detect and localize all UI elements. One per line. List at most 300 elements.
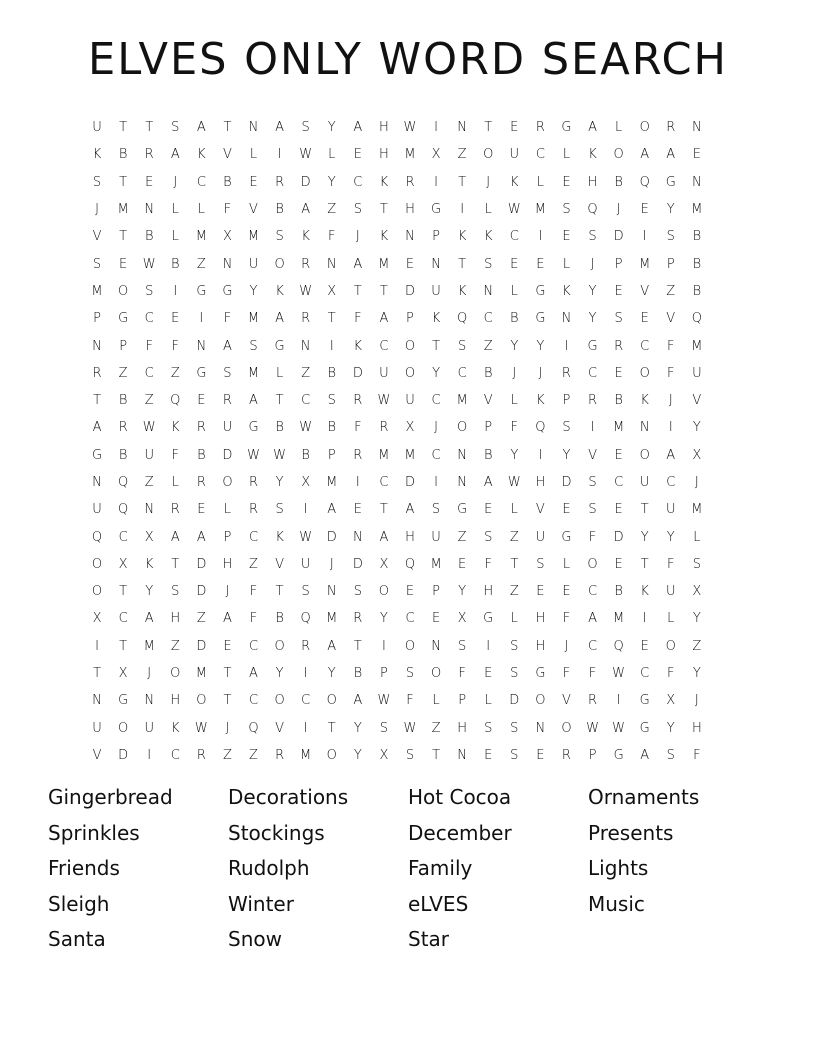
- grid-letter: V: [535, 502, 545, 518]
- grid-letter: B: [144, 229, 154, 245]
- grid-letter: T: [510, 556, 519, 572]
- grid-letter: T: [119, 584, 128, 600]
- grid-letter: O: [274, 693, 285, 709]
- grid-letter: L: [197, 202, 205, 218]
- grid-letter: K: [171, 720, 180, 736]
- grid-letter: A: [379, 529, 389, 545]
- grid-letter: S: [588, 475, 597, 490]
- grid-letter: C: [248, 638, 259, 654]
- grid-letter: I: [642, 229, 647, 245]
- grid-letter: Y: [666, 529, 675, 545]
- grid-letter: W: [403, 120, 417, 136]
- grid-letter: V: [92, 747, 102, 763]
- grid-letter: A: [144, 611, 154, 627]
- grid-letter: K: [588, 147, 597, 163]
- grid-letter: S: [458, 638, 467, 654]
- grid-letter: U: [535, 529, 546, 545]
- grid-letter: I: [616, 693, 621, 709]
- grid-row: [84, 715, 736, 742]
- grid-letter: V: [483, 393, 493, 409]
- grid-letter: O: [404, 365, 416, 381]
- grid-letter: Y: [562, 447, 571, 463]
- grid-letter: R: [248, 502, 259, 518]
- grid-letter: N: [92, 693, 102, 709]
- grid-letter: N: [483, 283, 494, 299]
- grid-row: [84, 305, 736, 332]
- grid-letter: R: [353, 447, 363, 463]
- grid-letter: F: [145, 338, 153, 354]
- grid-letter: T: [119, 229, 128, 245]
- grid-letter: V: [275, 556, 285, 572]
- grid-letter: I: [590, 420, 595, 436]
- grid-letter: L: [510, 611, 518, 627]
- grid-letter: F: [354, 420, 362, 436]
- grid-letter: W: [299, 529, 313, 545]
- grid-letter: A: [249, 393, 258, 409]
- grid-letter: T: [223, 693, 232, 709]
- grid-letter: S: [484, 256, 493, 272]
- grid-letter: N: [92, 338, 102, 354]
- grid-letter: M: [378, 256, 390, 272]
- grid-letter: A: [588, 120, 597, 136]
- grid-letter: O: [274, 256, 285, 272]
- grid-letter: E: [536, 584, 545, 600]
- grid-letter: E: [484, 502, 493, 518]
- grid-letter: K: [275, 529, 284, 545]
- grid-letter: Y: [692, 666, 701, 682]
- grid-letter: E: [640, 638, 649, 654]
- grid-letter: V: [561, 693, 571, 709]
- grid-letter: R: [353, 611, 363, 627]
- grid-letter: B: [118, 393, 128, 409]
- grid-letter: O: [535, 693, 546, 709]
- grid-letter: K: [144, 556, 154, 572]
- grid-letter: C: [196, 174, 206, 190]
- grid-letter: K: [640, 393, 649, 409]
- grid-letter: H: [222, 556, 233, 572]
- grid-letter: J: [668, 393, 673, 409]
- grid-letter: U: [431, 529, 441, 545]
- grid-letter: V: [222, 147, 232, 163]
- word-item: Lights: [588, 856, 649, 880]
- grid-letter: Y: [353, 720, 362, 736]
- grid-row: [84, 469, 736, 496]
- grid-letter: T: [379, 283, 388, 299]
- grid-letter: P: [223, 529, 232, 545]
- grid-letter: L: [510, 502, 518, 518]
- grid-letter: S: [588, 229, 597, 245]
- grid-letter: U: [666, 584, 676, 600]
- grid-letter: E: [562, 584, 571, 600]
- word-list-column-1: [48, 780, 228, 958]
- grid-letter: L: [562, 147, 571, 163]
- grid-letter: B: [483, 365, 493, 381]
- grid-letter: H: [535, 638, 546, 654]
- grid-letter: T: [379, 202, 388, 218]
- grid-letter: U: [431, 283, 441, 299]
- grid-letter: X: [118, 666, 128, 682]
- grid-letter: F: [328, 229, 336, 245]
- grid-letter: Z: [431, 720, 441, 736]
- grid-letter: N: [691, 120, 702, 136]
- grid-letter: Z: [483, 338, 493, 354]
- grid-letter: N: [92, 475, 102, 490]
- grid-row: [84, 605, 736, 632]
- grid-letter: S: [614, 311, 623, 327]
- grid-letter: L: [510, 283, 518, 299]
- grid-letter: C: [640, 338, 650, 354]
- word-item: December: [408, 820, 512, 845]
- grid-letter: L: [484, 693, 492, 709]
- grid-letter: A: [640, 147, 650, 163]
- grid-letter: T: [353, 638, 362, 654]
- grid-letter: O: [561, 720, 572, 736]
- grid-row: [84, 223, 736, 250]
- grid-letter: G: [274, 338, 285, 354]
- grid-letter: M: [91, 283, 103, 299]
- grid-letter: K: [275, 283, 284, 299]
- grid-letter: Q: [404, 556, 416, 572]
- grid-letter: N: [248, 120, 259, 136]
- grid-row: [84, 633, 736, 660]
- grid-letter: C: [248, 529, 259, 545]
- grid-letter: R: [118, 420, 128, 436]
- word-list-column-3: [408, 780, 588, 958]
- grid-row: [84, 360, 736, 387]
- grid-letter: U: [222, 420, 233, 436]
- grid-letter: Y: [145, 584, 154, 600]
- grid-letter: K: [301, 229, 310, 245]
- grid-letter: L: [171, 229, 179, 245]
- grid-letter: C: [587, 584, 598, 600]
- grid-letter: L: [171, 475, 179, 490]
- grid-letter: T: [223, 666, 232, 682]
- grid-letter: Y: [692, 611, 701, 627]
- grid-letter: G: [639, 720, 650, 736]
- grid-letter: Z: [457, 147, 467, 163]
- grid-letter: K: [562, 283, 571, 299]
- grid-letter: N: [405, 229, 415, 245]
- grid-letter: W: [142, 420, 156, 436]
- grid-letter: B: [692, 283, 702, 299]
- grid-letter: J: [173, 174, 178, 190]
- grid-letter: B: [223, 174, 232, 190]
- grid-letter: J: [225, 720, 230, 736]
- grid-letter: D: [352, 556, 363, 572]
- grid-letter: U: [92, 720, 102, 736]
- grid-letter: W: [586, 720, 599, 736]
- grid-letter: X: [666, 693, 676, 709]
- grid-letter: S: [431, 502, 441, 518]
- grid-letter: C: [509, 229, 519, 245]
- grid-letter: F: [354, 311, 362, 327]
- grid-letter: A: [353, 256, 363, 272]
- grid-letter: S: [562, 202, 571, 218]
- grid-letter: D: [352, 365, 363, 381]
- grid-letter: Y: [666, 202, 675, 218]
- grid-letter: C: [614, 475, 624, 490]
- grid-letter: E: [614, 365, 623, 381]
- grid-letter: C: [587, 365, 598, 381]
- grid-letter: I: [303, 502, 308, 518]
- word-item: Friends: [48, 856, 120, 880]
- grid-letter: K: [379, 229, 389, 245]
- grid-letter: J: [434, 420, 438, 436]
- grid-letter: E: [145, 174, 154, 190]
- grid-letter: H: [379, 120, 389, 136]
- grid-letter: Z: [118, 365, 128, 381]
- grid-letter: T: [145, 120, 154, 136]
- grid-letter: L: [249, 147, 258, 163]
- grid-letter: T: [171, 556, 180, 572]
- grid-letter: F: [458, 666, 466, 682]
- grid-letter: C: [666, 475, 676, 490]
- grid-letter: G: [457, 502, 468, 518]
- grid-letter: S: [301, 120, 310, 136]
- grid-letter: I: [460, 202, 465, 218]
- grid-letter: S: [301, 584, 310, 600]
- grid-letter: U: [92, 120, 102, 136]
- grid-letter: M: [612, 420, 625, 436]
- grid-letter: R: [301, 256, 311, 272]
- grid-letter: O: [326, 747, 337, 763]
- grid-letter: W: [142, 256, 156, 272]
- grid-letter: V: [640, 283, 650, 299]
- grid-letter: N: [144, 202, 155, 218]
- grid-letter: Z: [301, 365, 311, 381]
- grid-letter: A: [249, 666, 258, 682]
- grid-letter: F: [510, 420, 519, 436]
- grid-letter: S: [275, 229, 284, 245]
- grid-letter: N: [535, 720, 546, 736]
- grid-letter: E: [197, 502, 206, 518]
- grid-letter: S: [405, 747, 415, 763]
- grid-letter: M: [117, 202, 129, 218]
- grid-letter: T: [379, 502, 388, 518]
- grid-letter: Q: [457, 311, 468, 327]
- grid-letter: R: [248, 475, 259, 490]
- word-item: Music: [588, 891, 645, 916]
- grid-letter: Z: [170, 365, 180, 381]
- grid-letter: D: [613, 529, 624, 545]
- grid-letter: B: [301, 447, 310, 463]
- grid-letter: T: [458, 256, 467, 272]
- grid-letter: S: [379, 720, 389, 736]
- word-item: Gingerbread: [48, 785, 173, 809]
- grid-letter: R: [535, 120, 545, 136]
- grid-letter: J: [512, 365, 517, 381]
- grid-letter: G: [431, 202, 442, 218]
- grid-letter: N: [144, 502, 155, 518]
- grid-letter: D: [404, 283, 415, 299]
- grid-letter: Y: [327, 666, 336, 682]
- grid-letter: P: [666, 256, 675, 272]
- grid-letter: O: [457, 420, 468, 436]
- grid-letter: B: [275, 202, 284, 218]
- grid-letter: L: [667, 611, 675, 627]
- grid-letter: G: [561, 529, 572, 545]
- grid-letter: L: [484, 202, 492, 218]
- grid-letter: O: [170, 666, 181, 682]
- grid-letter: A: [588, 611, 597, 627]
- grid-letter: J: [538, 365, 543, 381]
- grid-letter: K: [483, 229, 493, 245]
- grid-row: [84, 551, 736, 578]
- grid-letter: M: [404, 447, 416, 463]
- grid-letter: K: [457, 283, 467, 299]
- grid-letter: H: [535, 475, 546, 490]
- grid-letter: L: [562, 256, 571, 272]
- grid-letter: K: [92, 147, 102, 163]
- grid-letter: S: [510, 720, 519, 736]
- word-item: Rudolph: [228, 856, 310, 880]
- grid-letter: A: [379, 311, 389, 327]
- grid-letter: T: [93, 666, 102, 682]
- grid-letter: A: [327, 638, 337, 654]
- grid-letter: G: [248, 420, 259, 436]
- grid-letter: L: [171, 202, 179, 218]
- grid-letter: M: [691, 338, 703, 354]
- grid-letter: I: [381, 638, 386, 654]
- grid-letter: T: [223, 120, 232, 136]
- grid-letter: I: [538, 229, 543, 245]
- grid-letter: K: [457, 229, 467, 245]
- grid-letter: N: [561, 311, 572, 327]
- grid-letter: E: [405, 584, 415, 600]
- grid-letter: J: [355, 229, 360, 245]
- grid-letter: S: [405, 666, 415, 682]
- grid-letter: O: [91, 584, 103, 600]
- grid-letter: E: [431, 611, 441, 627]
- grid-letter: S: [327, 393, 336, 409]
- grid-letter: Z: [170, 638, 180, 654]
- word-list-column-4: [588, 780, 768, 922]
- grid-letter: Y: [275, 475, 284, 490]
- word-list-column-2: [228, 780, 408, 958]
- grid-letter: O: [404, 338, 416, 354]
- grid-letter: A: [222, 611, 232, 627]
- grid-letter: I: [564, 338, 569, 354]
- grid-letter: K: [536, 393, 545, 409]
- grid-letter: I: [434, 174, 438, 190]
- grid-letter: Z: [509, 584, 519, 600]
- grid-letter: I: [277, 147, 282, 163]
- grid-letter: R: [353, 393, 363, 409]
- grid-letter: A: [640, 747, 650, 763]
- grid-letter: B: [327, 420, 336, 436]
- grid-letter: I: [434, 475, 438, 490]
- word-item: Winter: [228, 891, 294, 916]
- grid-letter: R: [588, 393, 598, 409]
- grid-letter: M: [247, 365, 260, 381]
- grid-letter: W: [507, 202, 521, 218]
- grid-letter: M: [326, 475, 338, 490]
- grid-letter: E: [510, 120, 519, 136]
- grid-letter: U: [300, 556, 311, 572]
- grid-letter: V: [92, 229, 102, 245]
- grid-letter: S: [588, 502, 597, 518]
- grid-letter: F: [249, 584, 258, 600]
- grid-letter: U: [666, 502, 676, 518]
- grid-letter: Z: [144, 393, 154, 409]
- grid-letter: R: [275, 747, 285, 763]
- grid-letter: A: [353, 693, 363, 709]
- grid-letter: Q: [639, 174, 650, 190]
- grid-letter: A: [275, 120, 285, 136]
- grid-letter: R: [561, 365, 571, 381]
- grid-letter: U: [405, 393, 415, 409]
- grid-letter: O: [613, 147, 624, 163]
- grid-letter: T: [353, 283, 362, 299]
- grid-letter: K: [431, 311, 441, 327]
- grid-letter: F: [667, 338, 675, 354]
- grid-letter: W: [299, 420, 313, 436]
- grid-letter: I: [538, 447, 543, 463]
- grid-letter: N: [457, 747, 467, 763]
- grid-letter: C: [144, 365, 154, 381]
- grid-letter: A: [196, 529, 206, 545]
- grid-letter: T: [119, 174, 128, 190]
- grid-letter: K: [197, 147, 206, 163]
- grid-letter: Q: [691, 311, 702, 327]
- grid-letter: A: [301, 202, 311, 218]
- grid-letter: B: [692, 229, 702, 245]
- grid-letter: R: [144, 147, 154, 163]
- grid-letter: Y: [536, 338, 545, 354]
- grid-letter: C: [353, 174, 363, 190]
- grid-letter: C: [640, 666, 650, 682]
- grid-letter: B: [614, 584, 623, 600]
- grid-letter: J: [225, 584, 230, 600]
- grid-letter: R: [170, 502, 180, 518]
- grid-letter: N: [196, 338, 207, 354]
- grid-letter: O: [639, 120, 650, 136]
- grid-letter: H: [405, 529, 415, 545]
- grid-letter: F: [562, 611, 571, 627]
- grid-letter: A: [275, 311, 285, 327]
- grid-letter: X: [118, 556, 128, 572]
- grid-letter: S: [562, 420, 571, 436]
- grid-letter: S: [353, 202, 362, 218]
- grid-letter: S: [458, 338, 467, 354]
- grid-letter: K: [353, 338, 363, 354]
- grid-letter: P: [588, 747, 597, 763]
- grid-letter: X: [222, 229, 232, 245]
- grid-letter: N: [222, 256, 233, 272]
- grid-letter: B: [692, 256, 702, 272]
- grid-letter: L: [693, 529, 701, 545]
- grid-letter: S: [536, 556, 545, 572]
- grid-letter: A: [353, 120, 363, 136]
- grid-letter: R: [588, 693, 598, 709]
- grid-letter: E: [614, 502, 623, 518]
- grid-letter: O: [665, 638, 676, 654]
- grid-letter: J: [694, 693, 699, 709]
- grid-letter: C: [431, 447, 441, 463]
- grid-letter: Y: [327, 174, 336, 190]
- grid-letter: Q: [300, 611, 311, 627]
- grid-letter: G: [535, 311, 546, 327]
- grid-letter: D: [613, 229, 624, 245]
- grid-letter: S: [171, 120, 180, 136]
- grid-letter: H: [483, 584, 494, 600]
- grid-letter: Y: [353, 747, 362, 763]
- grid-letter: Z: [196, 611, 206, 627]
- grid-letter: I: [329, 338, 334, 354]
- grid-letter: B: [483, 447, 493, 463]
- grid-letter: N: [431, 638, 441, 654]
- grid-letter: Q: [613, 638, 624, 654]
